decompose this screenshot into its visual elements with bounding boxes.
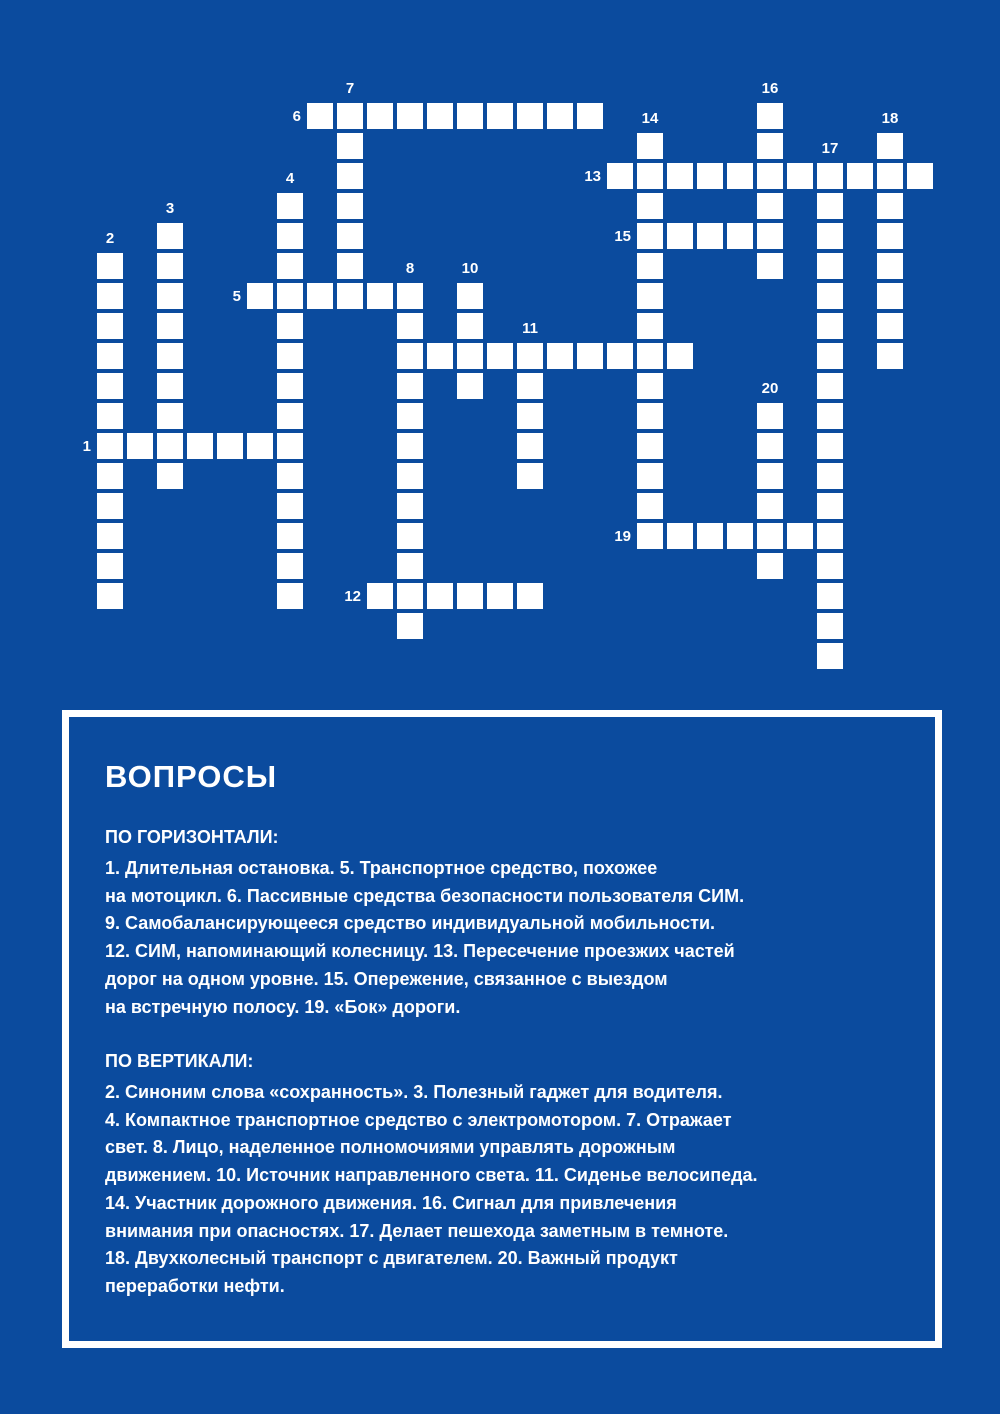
crossword-cell[interactable] <box>815 371 845 401</box>
across-heading: ПО ГОРИЗОНТАЛИ: <box>105 827 279 847</box>
clue-number-7: 7 <box>345 80 355 97</box>
crossword-cell[interactable] <box>425 581 455 611</box>
crossword-cell[interactable] <box>635 341 665 371</box>
clue-number-18: 18 <box>881 110 899 127</box>
crossword-cell[interactable] <box>875 251 905 281</box>
crossword-cell[interactable] <box>635 191 665 221</box>
down-clue-line: внимания при опасностях. 17. Делает пешехода заметным в темноте. <box>105 1220 729 1241</box>
crossword-cell[interactable] <box>245 431 275 461</box>
crossword-cell[interactable] <box>725 161 755 191</box>
crossword-cell[interactable] <box>155 311 185 341</box>
clue-number-1: 1 <box>82 438 91 455</box>
clue-number-12: 12 <box>344 588 361 605</box>
crossword-cell[interactable] <box>815 281 845 311</box>
crossword-cell[interactable] <box>395 101 425 131</box>
crossword-cell[interactable] <box>815 251 845 281</box>
crossword-cell[interactable] <box>485 341 515 371</box>
crossword-cell[interactable] <box>335 281 365 311</box>
clue-number-19: 19 <box>614 528 631 545</box>
crossword-cell[interactable] <box>275 371 305 401</box>
crossword-cell[interactable] <box>395 521 425 551</box>
crossword-cell[interactable] <box>95 401 125 431</box>
crossword-cell[interactable] <box>815 491 845 521</box>
crossword-cell[interactable] <box>635 161 665 191</box>
down-clue-line: 18. Двухколесный транспорт с двигателем. 20. Важный продукт <box>105 1248 678 1269</box>
across-clue-line: на мотоцикл. 6. Пассивные средства безопасности пользователя СИМ. <box>105 885 745 906</box>
crossword-cell[interactable] <box>755 431 785 461</box>
crossword-cell[interactable] <box>485 581 515 611</box>
across-clue-line: 9. Самобалансирующееся средство индивидуальной мобильности. <box>105 913 716 934</box>
crossword-cell[interactable] <box>275 401 305 431</box>
crossword-cell[interactable] <box>275 551 305 581</box>
across-clues <box>105 855 905 1021</box>
crossword-cell[interactable] <box>815 221 845 251</box>
crossword-grid <box>0 0 1000 700</box>
crossword-cell[interactable] <box>155 251 185 281</box>
crossword-cell[interactable] <box>305 281 335 311</box>
crossword-cell[interactable] <box>125 431 155 461</box>
crossword-cell[interactable] <box>815 191 845 221</box>
crossword-cell[interactable] <box>815 401 845 431</box>
crossword-cell[interactable] <box>335 131 365 161</box>
crossword-cell[interactable] <box>755 551 785 581</box>
crossword-cell[interactable] <box>395 281 425 311</box>
crossword-cell[interactable] <box>245 281 275 311</box>
crossword-cell[interactable] <box>155 281 185 311</box>
crossword-cell[interactable] <box>95 551 125 581</box>
down-clue-line: 14. Участник дорожного движения. 16. Сигнал для привлечения <box>105 1192 677 1213</box>
crossword-cell[interactable] <box>95 281 125 311</box>
down-clue-line: 2. Синоним слова «сохранность». 3. Полезный гаджет для водителя. <box>105 1082 723 1102</box>
crossword-cell[interactable] <box>275 251 305 281</box>
clue-number-6: 6 <box>292 108 301 125</box>
crossword-cell[interactable] <box>275 311 305 341</box>
clue-number-17: 17 <box>821 140 839 157</box>
clue-number-14: 14 <box>641 110 659 127</box>
crossword-cell[interactable] <box>365 101 395 131</box>
crossword-cell[interactable] <box>95 461 125 491</box>
crossword-cell[interactable] <box>815 521 845 551</box>
across-clue-line: 1. Длительная остановка. 5. Транспортное средство, похожее <box>105 858 658 878</box>
crossword-cell[interactable] <box>785 521 815 551</box>
crossword-cell[interactable] <box>815 641 845 671</box>
crossword-cell[interactable] <box>275 461 305 491</box>
crossword-cell[interactable] <box>815 311 845 341</box>
crossword-cell[interactable] <box>635 251 665 281</box>
crossword-cell[interactable] <box>515 401 545 431</box>
crossword-cell[interactable] <box>395 551 425 581</box>
clue-number-5: 5 <box>232 288 241 305</box>
crossword-cell[interactable] <box>275 581 305 611</box>
crossword-cell[interactable] <box>755 401 785 431</box>
crossword-cell[interactable] <box>395 581 425 611</box>
crossword-cell[interactable] <box>275 221 305 251</box>
crossword-cell[interactable] <box>155 341 185 371</box>
clue-number-16: 16 <box>761 80 779 97</box>
crossword-cell[interactable] <box>635 401 665 431</box>
crossword-cell[interactable] <box>335 161 365 191</box>
crossword-cell[interactable] <box>395 311 425 341</box>
crossword-cell[interactable] <box>395 461 425 491</box>
crossword-cell[interactable] <box>635 491 665 521</box>
crossword-cell[interactable] <box>335 251 365 281</box>
down-clue-line: движением. 10. Источник направленного света. 11. Сиденье велосипеда. <box>105 1165 758 1186</box>
crossword-cell[interactable] <box>875 221 905 251</box>
crossword-cell[interactable] <box>275 431 305 461</box>
clue-number-2: 2 <box>105 230 115 247</box>
clue-number-9: 9 <box>412 348 421 365</box>
clue-number-13: 13 <box>584 168 601 185</box>
crossword-cell[interactable] <box>155 221 185 251</box>
crossword-cell[interactable] <box>305 101 335 131</box>
crossword-cell[interactable] <box>785 161 815 191</box>
crossword-cell[interactable] <box>95 581 125 611</box>
crossword-cell[interactable] <box>755 251 785 281</box>
clue-number-11: 11 <box>522 320 538 337</box>
across-clue-line: дорог на одном уровне. 15. Опережение, связанное с выездом <box>105 968 668 989</box>
clue-number-10: 10 <box>461 260 479 277</box>
crossword-cell[interactable] <box>95 521 125 551</box>
crossword-cell[interactable] <box>155 371 185 401</box>
down-clue-line: свет. 8. Лицо, наделенное полномочиями управлять дорожным <box>105 1137 676 1158</box>
crossword-cell[interactable] <box>395 401 425 431</box>
crossword-cell[interactable] <box>95 491 125 521</box>
crossword-cell[interactable] <box>425 101 455 131</box>
crossword-cell[interactable] <box>95 431 125 461</box>
crossword-cell[interactable] <box>725 521 755 551</box>
crossword-cell[interactable] <box>455 311 485 341</box>
crossword-cell[interactable] <box>395 611 425 641</box>
crossword-cell[interactable] <box>545 101 575 131</box>
down-clue-line: 4. Компактное транспортное средство с электромотором. 7. Отражает <box>105 1109 732 1130</box>
crossword-cell[interactable] <box>635 371 665 401</box>
crossword-cell[interactable] <box>875 341 905 371</box>
crossword-cell[interactable] <box>515 461 545 491</box>
crossword-cell[interactable] <box>815 581 845 611</box>
crossword-cell[interactable] <box>755 101 785 131</box>
crossword-cell[interactable] <box>155 401 185 431</box>
crossword-cell[interactable] <box>605 341 635 371</box>
crossword-cell[interactable] <box>755 521 785 551</box>
crossword-cell[interactable] <box>815 611 845 641</box>
crossword-cell[interactable] <box>635 131 665 161</box>
crossword-cell[interactable] <box>635 431 665 461</box>
crossword-cell[interactable] <box>515 101 545 131</box>
questions-title: ВОПРОСЫ <box>105 759 278 794</box>
crossword-cell[interactable] <box>755 161 785 191</box>
crossword-cell[interactable] <box>455 281 485 311</box>
down-clue-line: переработки нефти. <box>105 1275 285 1296</box>
crossword-cell[interactable] <box>875 131 905 161</box>
crossword-cell[interactable] <box>335 221 365 251</box>
crossword-cell[interactable] <box>395 491 425 521</box>
crossword-cell[interactable] <box>635 521 665 551</box>
crossword-cell[interactable] <box>215 431 245 461</box>
crossword-cell[interactable] <box>515 581 545 611</box>
crossword-cell[interactable] <box>905 161 935 191</box>
crossword-cell[interactable] <box>845 161 875 191</box>
crossword-cell[interactable] <box>635 461 665 491</box>
crossword-cell[interactable] <box>365 281 395 311</box>
crossword-cell[interactable] <box>755 131 785 161</box>
across-clue-line: 12. СИМ, напоминающий колесницу. 13. Пересечение проезжих частей <box>105 941 735 962</box>
crossword-cell[interactable] <box>815 551 845 581</box>
crossword-cell[interactable] <box>155 431 185 461</box>
crossword-cell[interactable] <box>815 341 845 371</box>
clue-number-15: 15 <box>614 228 631 245</box>
crossword-cell[interactable] <box>875 281 905 311</box>
across-clue-line: на встречную полосу. 19. «Бок» дороги. <box>105 996 461 1017</box>
crossword-cell[interactable] <box>155 461 185 491</box>
clue-number-8: 8 <box>405 260 415 277</box>
crossword-cell[interactable] <box>455 581 485 611</box>
crossword-cell[interactable] <box>545 341 575 371</box>
crossword-cell[interactable] <box>815 161 845 191</box>
crossword-cell[interactable] <box>875 191 905 221</box>
crossword-cell[interactable] <box>335 191 365 221</box>
down-clues <box>105 1079 905 1301</box>
crossword-cell[interactable] <box>875 161 905 191</box>
crossword-cell[interactable] <box>455 371 485 401</box>
crossword-cell[interactable] <box>425 341 455 371</box>
crossword-cell[interactable] <box>395 431 425 461</box>
crossword-cell[interactable] <box>635 281 665 311</box>
crossword-cell[interactable] <box>275 191 305 221</box>
crossword-cell[interactable] <box>605 161 635 191</box>
crossword-cell[interactable] <box>515 341 545 371</box>
crossword-cell[interactable] <box>275 521 305 551</box>
clue-number-3: 3 <box>165 200 175 217</box>
crossword-cell[interactable] <box>515 431 545 461</box>
crossword-cell[interactable] <box>95 371 125 401</box>
crossword-cell[interactable] <box>815 461 845 491</box>
crossword-cell[interactable] <box>575 101 605 131</box>
down-heading: ПО ВЕРТИКАЛИ: <box>105 1051 254 1071</box>
crossword-cell[interactable] <box>695 161 725 191</box>
crossword-cell[interactable] <box>275 491 305 521</box>
clue-number-4: 4 <box>285 170 295 187</box>
crossword-cell[interactable] <box>95 251 125 281</box>
crossword-cell[interactable] <box>455 341 485 371</box>
crossword-cell[interactable] <box>455 101 485 131</box>
crossword-cell[interactable] <box>665 161 695 191</box>
crossword-cell[interactable] <box>95 311 125 341</box>
crossword-cell[interactable] <box>725 221 755 251</box>
crossword-cell[interactable] <box>275 341 305 371</box>
crossword-cell[interactable] <box>755 491 785 521</box>
crossword-cell[interactable] <box>665 221 695 251</box>
crossword-cell[interactable] <box>365 581 395 611</box>
crossword-cell[interactable] <box>185 431 215 461</box>
crossword-cell[interactable] <box>695 521 725 551</box>
questions-box <box>62 710 942 1348</box>
crossword-cell[interactable] <box>95 341 125 371</box>
crossword-cell[interactable] <box>695 221 725 251</box>
crossword-cell[interactable] <box>665 341 695 371</box>
crossword-cell[interactable] <box>635 221 665 251</box>
crossword-cell[interactable] <box>755 221 785 251</box>
crossword-cell[interactable] <box>575 341 605 371</box>
crossword-cell[interactable] <box>395 371 425 401</box>
crossword-cell[interactable] <box>755 461 785 491</box>
crossword-cell[interactable] <box>755 191 785 221</box>
crossword-cell[interactable] <box>875 311 905 341</box>
crossword-cell[interactable] <box>635 311 665 341</box>
crossword-cell[interactable] <box>485 101 515 131</box>
crossword-cell[interactable] <box>335 101 365 131</box>
crossword-cell[interactable] <box>515 371 545 401</box>
clue-number-20: 20 <box>761 380 779 397</box>
crossword-cell[interactable] <box>815 431 845 461</box>
crossword-cell[interactable] <box>275 281 305 311</box>
crossword-cell[interactable] <box>665 521 695 551</box>
